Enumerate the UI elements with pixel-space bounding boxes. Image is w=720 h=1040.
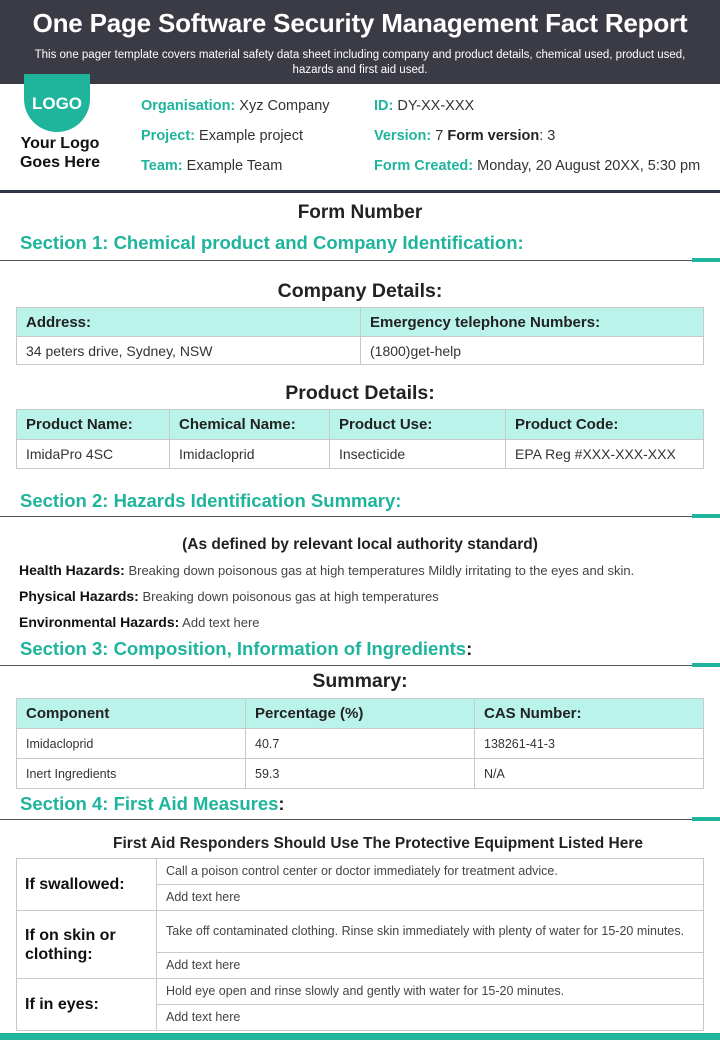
if-swallowed-label: If swallowed: [17, 859, 157, 911]
header-divider [0, 190, 720, 193]
page-subtitle: This one pager template covers material safety data sheet including company and product details, chemical used, product used, hazards and first aid used. [34, 49, 686, 76]
cas-number-cell: N/A [475, 759, 704, 789]
company-details-table [16, 307, 704, 365]
product-use-header: Product Use: [330, 410, 506, 440]
emergency-phone-header: Emergency telephone Numbers: [361, 308, 704, 337]
section-3-number: Section 3: [20, 638, 109, 659]
version-value: 7 [435, 128, 444, 144]
health-hazards-label: Health Hazards: [19, 562, 125, 578]
project-value: Example project [199, 128, 303, 144]
physical-hazards-value: Breaking down poisonous gas at high temperatures [142, 589, 439, 604]
meta-id [374, 98, 474, 114]
product-code-header: Product Code: [506, 410, 704, 440]
if-on-skin-instruction: Take off contaminated clothing. Rinse skin immediately with plenty of water for 15-20 minutes. [157, 911, 704, 953]
meta-project [141, 128, 303, 144]
table-row [17, 729, 704, 759]
chemical-name-value: Imidacloprid [170, 440, 330, 469]
health-hazards [19, 562, 709, 578]
table-row [17, 337, 704, 365]
page-title: One Page Software Security Management Fact Report [32, 8, 688, 38]
meta-team [141, 158, 282, 174]
logo-placeholder-text: Your Logo Goes Here [19, 135, 101, 171]
project-label: Project: [141, 128, 195, 144]
form-version-label: Form version [447, 128, 540, 144]
section-2-rule [0, 516, 692, 517]
organisation-label: Organisation: [141, 98, 236, 114]
version-label: Version: [374, 128, 432, 144]
hazards-standard-note: (As defined by relevant local authority standard) [182, 536, 538, 553]
ingredients-table [16, 698, 704, 789]
if-swallowed-instruction: Call a poison control center or doctor immediately for treatment advice. [157, 859, 704, 885]
logo-badge: LOGO [24, 74, 90, 132]
product-name-header: Product Name: [17, 410, 170, 440]
section-1-label: Chemical product and Company Identification: [113, 232, 524, 253]
form-number-heading: Form Number [297, 202, 423, 223]
table-row [17, 911, 704, 953]
section-3-accent [692, 663, 720, 667]
meta-version [374, 128, 555, 144]
physical-hazards-label: Physical Hazards: [19, 588, 139, 604]
section-4-rule [0, 819, 692, 820]
first-aid-note: First Aid Responders Should Use The Protective Equipment Listed Here [113, 835, 643, 852]
section-1-rule [0, 260, 692, 261]
component-header: Component [17, 699, 246, 729]
product-details-table [16, 409, 704, 469]
section-3-title [20, 638, 472, 660]
component-cell: Inert Ingredients [17, 759, 246, 789]
if-in-eyes-extra: Add text here [157, 1005, 704, 1031]
percentage-header: Percentage (%) [246, 699, 475, 729]
physical-hazards [19, 588, 709, 604]
section-1-number: Section 1: [20, 232, 109, 253]
header-banner [0, 0, 720, 84]
form-version-value: : 3 [539, 128, 556, 144]
percentage-cell: 59.3 [246, 759, 475, 789]
section-2-number: Section 2: [20, 490, 109, 511]
if-on-skin-extra: Add text here [157, 953, 704, 979]
id-value: DY-XX-XXX [397, 98, 475, 114]
section-1-title [20, 232, 524, 254]
environmental-hazards-value: Add text here [182, 615, 260, 630]
address-header: Address: [17, 308, 361, 337]
form-created-value: Monday, 20 August 20XX, 5:30 pm [477, 158, 701, 174]
table-header-row [17, 410, 704, 440]
product-use-value: Insecticide [330, 440, 506, 469]
environmental-hazards-label: Environmental Hazards: [19, 614, 180, 630]
address-value: 34 peters drive, Sydney, NSW [17, 337, 361, 365]
component-cell: Imidacloprid [17, 729, 246, 759]
organisation-value: Xyz Company [239, 98, 330, 114]
product-code-value: EPA Reg #XXX-XXX-XXX [506, 440, 704, 469]
id-label: ID: [374, 98, 394, 114]
footer-accent-bar [0, 1033, 720, 1040]
section-4-accent [692, 817, 720, 821]
section-1-accent [692, 258, 720, 262]
product-name-value: ImidaPro 4SC [17, 440, 170, 469]
team-label: Team: [141, 158, 183, 174]
summary-heading: Summary: [312, 670, 408, 692]
section-2-accent [692, 514, 720, 518]
team-value: Example Team [186, 158, 283, 174]
section-4-colon: : [278, 793, 285, 814]
environmental-hazards [19, 614, 709, 630]
section-3-colon: : [466, 638, 473, 659]
section-2-label: Hazards Identification Summary: [113, 490, 402, 511]
table-row [17, 859, 704, 885]
meta-organisation [141, 98, 330, 114]
first-aid-table [16, 858, 704, 1031]
if-in-eyes-instruction: Hold eye open and rinse slowly and gently with water for 15-20 minutes. [157, 979, 704, 1005]
emergency-phone-value: (1800)get-help [361, 337, 704, 365]
table-row [17, 759, 704, 789]
table-header-row [17, 699, 704, 729]
section-4-label: First Aid Measures [113, 793, 279, 814]
health-hazards-value: Breaking down poisonous gas at high temperatures Mildly irritating to the eyes and skin. [128, 563, 635, 578]
cas-number-header: CAS Number: [475, 699, 704, 729]
product-details-heading: Product Details: [285, 382, 435, 404]
section-3-label: Composition, Information of Ingredients [113, 638, 467, 659]
company-details-heading: Company Details: [277, 280, 443, 302]
table-row [17, 979, 704, 1005]
chemical-name-header: Chemical Name: [170, 410, 330, 440]
form-created-label: Form Created: [374, 158, 474, 174]
section-2-title [20, 490, 401, 512]
section-4-number: Section 4: [20, 793, 109, 814]
if-swallowed-extra: Add text here [157, 885, 704, 911]
cas-number-cell: 138261-41-3 [475, 729, 704, 759]
if-in-eyes-label: If in eyes: [17, 979, 157, 1031]
section-4-title [20, 793, 285, 815]
meta-form-created [374, 158, 700, 174]
table-row [17, 440, 704, 469]
section-3-rule [0, 665, 692, 666]
table-header-row [17, 308, 704, 337]
percentage-cell: 40.7 [246, 729, 475, 759]
if-on-skin-label: If on skin or clothing: [17, 911, 157, 979]
